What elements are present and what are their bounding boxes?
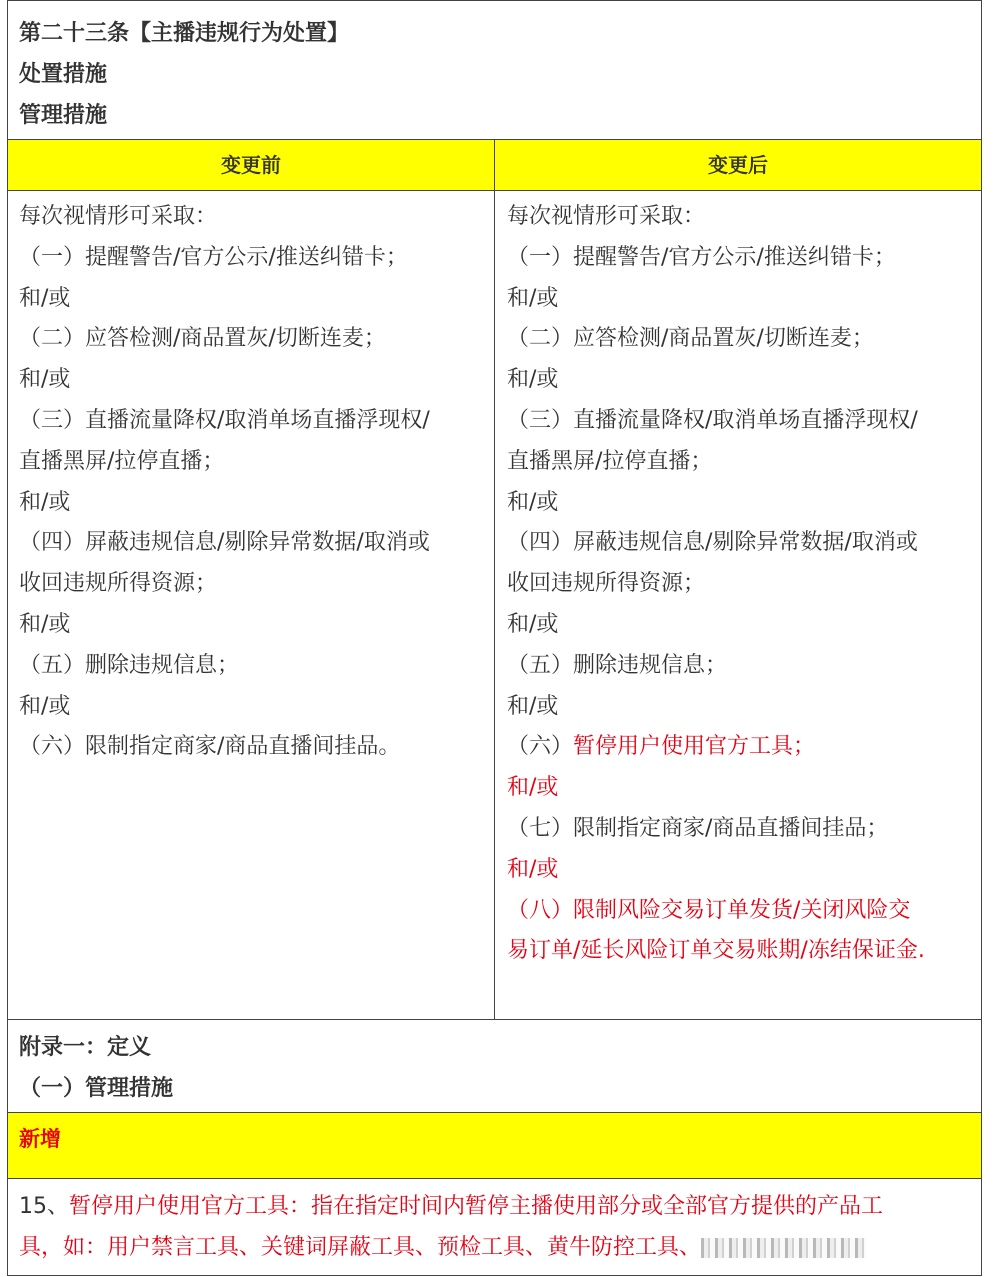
text-line: （五）删除违规信息；: [507, 652, 728, 678]
section-management: 管理措施: [19, 103, 108, 128]
text-line: （四）屏蔽违规信息/剔除异常数据/取消或: [507, 530, 918, 556]
text-line: 和/或: [19, 489, 71, 515]
definition-text: 指在指定时间内暂停主播使用部分或全部官方提供的产品工: [311, 1194, 884, 1219]
text-line: 收回违规所得资源；: [507, 571, 706, 597]
text-line: 和/或: [19, 693, 71, 719]
item-8-line1: （八）限制风险交易订单发货/关闭风险交: [507, 897, 911, 923]
text-line: （五）删除违规信息；: [19, 652, 240, 678]
appendix-title: 附录一：定义: [19, 1035, 152, 1060]
text-line: 和/或: [507, 693, 559, 719]
text-line: （一）提醒警告/官方公示/推送纠错卡；: [507, 244, 896, 270]
text-line: （一）提醒警告/官方公示/推送纠错卡；: [19, 244, 408, 270]
definition-text-2: 具，如：用户禁言工具、关键词屏蔽工具、预检工具、黄牛防控工具、: [19, 1235, 702, 1260]
definition-number: 15、: [19, 1194, 69, 1219]
document-frame: [7, 0, 982, 1276]
text-line: （二）应答检测/商品置灰/切断连麦；: [19, 326, 386, 352]
definition-line1: [19, 1186, 981, 1227]
red-andor: 和/或: [507, 856, 559, 882]
red-andor: 和/或: [507, 775, 559, 801]
text-line: 和/或: [507, 367, 559, 393]
appendix-section: [8, 1019, 981, 1113]
new-header-row: [8, 1113, 981, 1179]
text-line: 和/或: [19, 285, 71, 311]
text-line: （六）限制指定商家/商品直播间挂品。: [19, 734, 401, 760]
text-line: （二）应答检测/商品置灰/切断连麦；: [507, 326, 874, 352]
column-divider: [494, 140, 495, 1020]
section-measures: 处置措施: [19, 62, 108, 87]
blurred-text: [701, 1238, 866, 1258]
text-line: 直播黑屏/拉停直播；: [19, 448, 225, 474]
text-line: 每次视情形可采取：: [507, 204, 706, 229]
article-header: [8, 1, 981, 140]
after-header: 变更后: [708, 153, 768, 177]
before-header: 变更前: [221, 153, 281, 177]
appendix-subtitle: （一）管理措施: [19, 1076, 174, 1101]
text-line: 和/或: [507, 285, 559, 311]
new-item-6: [507, 727, 925, 768]
text-line: （三）直播流量降权/取消单场直播浮现权/: [507, 407, 918, 433]
item-6-red-text: 暂停用户使用官方工具；: [573, 734, 816, 760]
text-line: （四）屏蔽违规信息/剔除异常数据/取消或: [19, 530, 430, 556]
text-line: 和/或: [507, 611, 559, 637]
item-8-line2: 易订单/延长风险订单交易账期/冻结保证金.: [507, 938, 925, 964]
definition-line2: [19, 1227, 981, 1268]
text-line: （三）直播流量降权/取消单场直播浮现权/: [19, 407, 430, 433]
text-line: 每次视情形可采取：: [19, 204, 218, 229]
before-column: [19, 197, 430, 768]
text-line: 和/或: [507, 489, 559, 515]
article-title: 第二十三条【主播违规行为处置】: [19, 21, 350, 46]
text-line: 直播黑屏/拉停直播；: [507, 448, 713, 474]
item-6-prefix: （六）: [507, 734, 574, 760]
definition-term: 暂停用户使用官方工具：: [69, 1194, 312, 1219]
text-line: 和/或: [19, 611, 71, 637]
after-column: [507, 197, 925, 972]
text-line: 和/或: [19, 367, 71, 393]
definition-15: [8, 1186, 981, 1268]
item-7: （七）限制指定商家/商品直播间挂品；: [507, 815, 889, 841]
text-line: 收回违规所得资源；: [19, 571, 218, 597]
new-label: 新增: [19, 1127, 61, 1151]
